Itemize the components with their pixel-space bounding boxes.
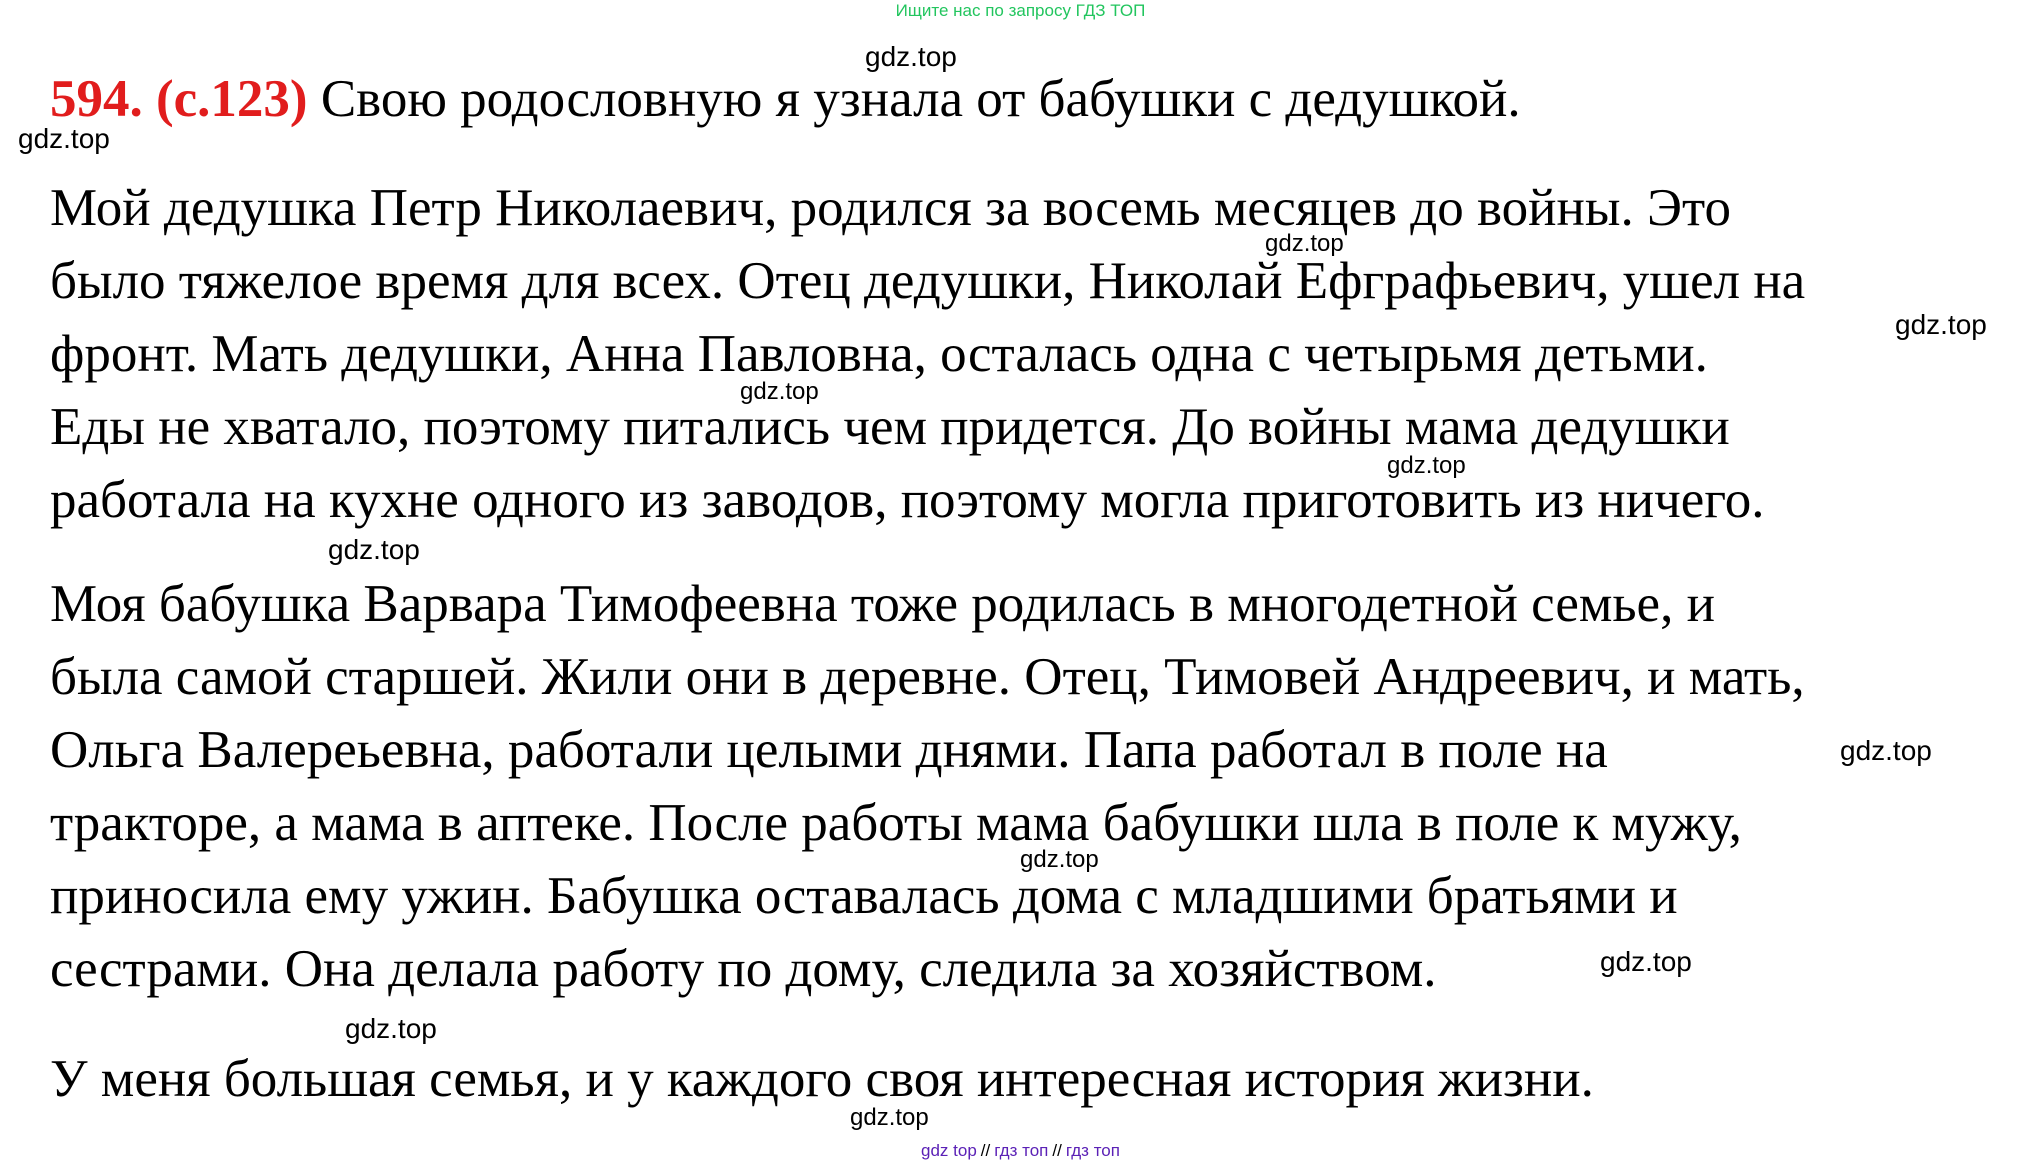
footer-link[interactable]: гдз топ [1065, 1141, 1120, 1160]
footer [0, 1141, 2041, 1161]
top-banner: Ищите нас по запросу ГДЗ ТОП [895, 1, 1146, 20]
watermark: gdz.top [1387, 452, 1466, 479]
title-text: Свою родословную я узнала от бабушки с дедушкой. [320, 70, 1521, 128]
paragraph-line: У меня большая семья, и у каждого своя интересная история жизни. [50, 1050, 1594, 1108]
paragraph-line: Моя бабушка Варвара Тимофеевна тоже родилась в многодетной семье, и [50, 575, 1715, 633]
watermark: gdz.top [18, 123, 110, 154]
watermark: gdz.top [1895, 309, 1987, 340]
paragraph-3 [50, 1043, 2010, 1116]
watermark: gdz.top [1020, 846, 1099, 873]
title-line [50, 63, 2010, 136]
watermark: gdz.top [850, 1104, 929, 1131]
paragraph-line: приносила ему ужин. Бабушка оставалась дома с младшими братьями и [50, 867, 1678, 925]
paragraph-line: тракторе, а мама в аптеке. После работы мама бабушки шла в поле к мужу, [50, 794, 1742, 852]
title-block [50, 63, 2010, 136]
watermark: gdz.top [740, 378, 819, 405]
paragraph-line: фронт. Мать дедушки, Анна Павловна, осталась одна с четырьмя детьми. [50, 325, 1708, 383]
watermark: gdz.top [345, 1013, 437, 1044]
watermark: gdz.top [1840, 735, 1932, 766]
watermark: gdz.top [1265, 230, 1344, 257]
paragraph-line: было тяжелое время для всех. Отец дедушки, Николай Ефграфьевич, ушел на [50, 252, 1806, 310]
footer-link[interactable]: гдз топ [994, 1141, 1049, 1160]
footer-separator: // [1052, 1141, 1062, 1160]
paragraph-line: Ольга Валереьевна, работали целыми днями. Папа работал в поле на [50, 721, 1608, 779]
watermark: gdz.top [865, 41, 957, 72]
paragraph-line: работала на кухне одного из заводов, поэтому могла приготовить из ничего. [50, 471, 1765, 529]
watermark: gdz.top [1600, 946, 1692, 977]
watermark: gdz.top [328, 534, 420, 565]
paragraph-line: Мой дедушка Петр Николаевич, родился за восемь месяцев до войны. Это [50, 179, 1731, 237]
paragraph-2 [50, 568, 2010, 1006]
task-number: 594. (с.123) [50, 70, 308, 128]
footer-separator: // [980, 1141, 991, 1160]
paragraph-1 [50, 172, 2010, 537]
footer-link[interactable]: gdz top [921, 1141, 977, 1160]
paragraph-line: Еды не хватало, поэтому питались чем придется. До войны мама дедушки [50, 398, 1730, 456]
paragraph-line: была самой старшей. Жили они в деревне. Отец, Тимовей Андреевич, и мать, [50, 648, 1805, 706]
paragraph-line: сестрами. Она делала работу по дому, следила за хозяйством. [50, 940, 1437, 998]
